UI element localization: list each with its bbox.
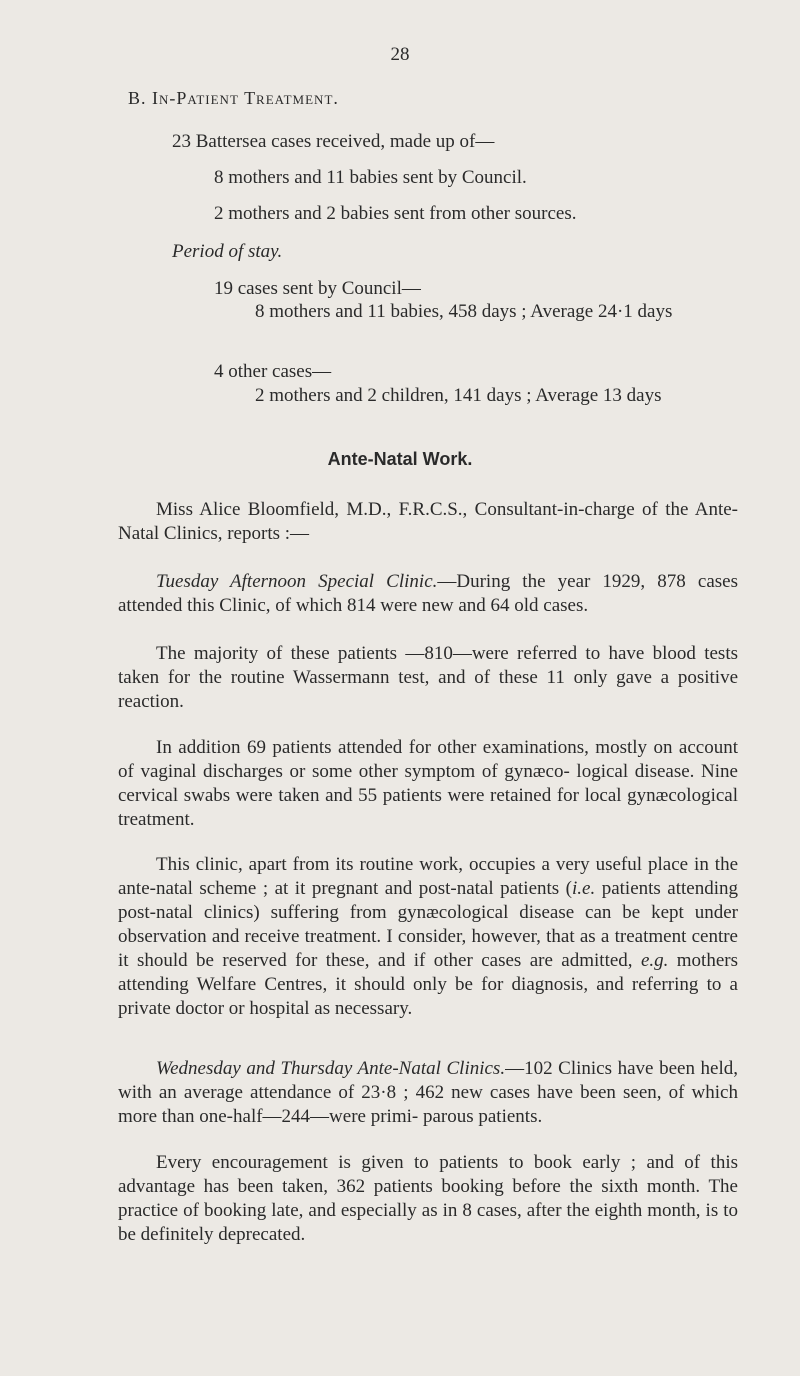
tuesday-lead: Tuesday Afternoon Special Clinic.: [156, 571, 438, 592]
clinic-text-b: patients attending post-natal clinics) suffering from gynæcological disease can be kept under observation and receive treatment. I consider, however, that as a treatment centre it should be reserved for these, and if other cases are admitted,: [118, 878, 738, 971]
other-cases-line: 4 other cases—: [214, 361, 332, 382]
section-letter: B.: [128, 88, 147, 108]
page-number: 28: [390, 44, 410, 65]
council-cases-line: 19 cases sent by Council—: [214, 278, 421, 299]
period-of-stay-heading: Period of stay.: [172, 241, 283, 262]
ante-natal-heading: Ante-Natal Work.: [327, 449, 473, 469]
addition-paragraph: In addition 69 patients attended for other examinations, mostly on account of vaginal discharges or some other symptom of gynæco- logical disease. Nine cervical swabs were taken and 55 patients were retained for local gynæcological treatment.: [118, 737, 738, 830]
clinic-ie: i.e.: [572, 878, 596, 899]
clinic-text-a: This clinic, apart from its routine work, occupies a very useful place in the ante-natal scheme ; at it pregnant and post-natal patients (: [118, 854, 738, 899]
cases-received-line: 23 Battersea cases received, made up of—: [172, 131, 495, 152]
clinic-paragraph: [118, 853, 738, 1021]
wednesday-lead: Wednesday and Thursday Ante-Natal Clinics.: [156, 1058, 506, 1079]
council-cases-detail: 8 mothers and 11 babies, 458 days ; Average 24·1 days: [255, 301, 673, 322]
council-sent-line: 8 mothers and 11 babies sent by Council.: [214, 167, 527, 188]
wednesday-text: —102 Clinics have been held, with an average attendance of 23·8 ; 462 new cases have been seen, of which more than one-half—244—were primi- parous patients.: [118, 1058, 738, 1127]
clinic-text-c: mothers attending Welfare Centres, it should only be for diagnosis, and referring to a private doctor or hospital as necessary.: [118, 950, 738, 1019]
other-cases-detail: 2 mothers and 2 children, 141 days ; Average 13 days: [255, 385, 662, 406]
wednesday-paragraph: [118, 1057, 738, 1129]
section-heading-in-patient: [128, 88, 339, 109]
other-sources-line: 2 mothers and 2 babies sent from other sources.: [214, 203, 577, 224]
majority-paragraph: The majority of these patients —810—were referred to have blood tests taken for the routine Wassermann test, and of these 11 only gave a positive reaction.: [118, 643, 738, 712]
tuesday-paragraph: [118, 570, 738, 618]
encouragement-paragraph: Every encouragement is given to patients to book early ; and of this advantage has been taken, 362 patients booking before the sixth month. The practice of booking late, and especially as in 8 cases, after the eighth month, is to be definitely deprecated.: [118, 1152, 738, 1245]
section-title: In-Patient Treatment.: [152, 88, 339, 108]
intro-paragraph: Miss Alice Bloomfield, M.D., F.R.C.S., Consultant-in-charge of the Ante-Natal Clinics, reports :—: [118, 499, 738, 544]
tuesday-text: —During the year 1929, 878 cases attended this Clinic, of which 814 were new and 64 old cases.: [118, 571, 738, 616]
clinic-eg: e.g.: [640, 950, 669, 971]
